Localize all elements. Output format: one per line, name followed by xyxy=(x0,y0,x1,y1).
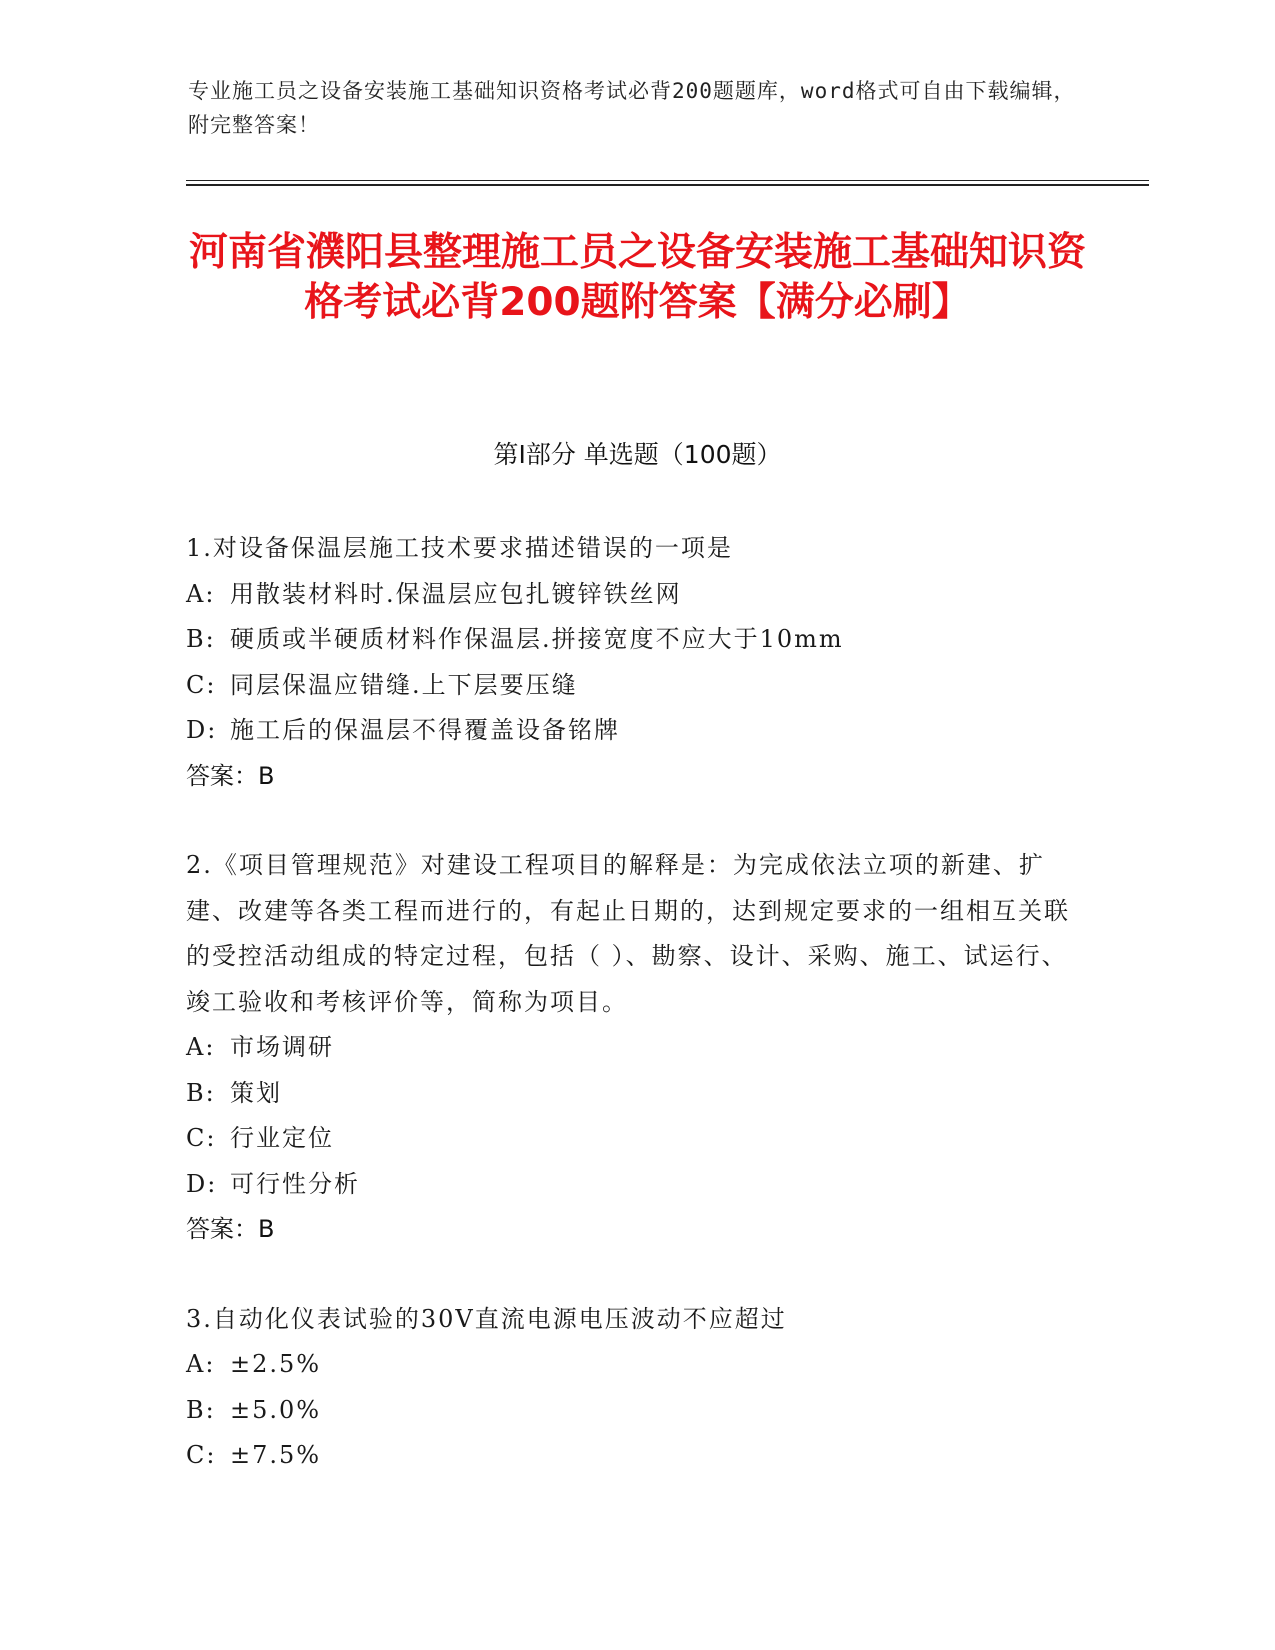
question-list xyxy=(186,526,1076,1523)
option-text: 行业定位 xyxy=(230,1124,334,1152)
option-a xyxy=(186,1342,1076,1388)
answer-line xyxy=(186,754,1076,800)
option-text: 同层保温应错缝.上下层要压缝 xyxy=(230,670,578,699)
option-label: C: xyxy=(186,1124,217,1152)
option-text: 施工后的保温层不得覆盖设备铭牌 xyxy=(230,716,620,744)
option-d xyxy=(186,708,1076,754)
section-title: 第Ⅰ部分 单选题（100题） xyxy=(493,440,782,469)
option-d xyxy=(186,1162,1076,1208)
answer-value: B xyxy=(258,761,275,790)
answer-prefix: 答案： xyxy=(186,1215,258,1243)
option-c xyxy=(186,1433,1076,1479)
option-label: B: xyxy=(186,1395,216,1424)
option-label: C: xyxy=(186,670,217,699)
option-text: 可行性分析 xyxy=(230,1169,360,1198)
question-stem: 2.《项目管理规范》对建设工程项目的解释是：为完成依法立项的新建、扩建、改建等各类工程而进行的，有起止日期的，达到规定要求的一组相互关联的受控活动组成的特定过程，包括（ ）、勘察、设计、采购、施工、试运行、竣工验收和考核评价等，简称为项目。 xyxy=(186,851,1070,1016)
option-text: 策划 xyxy=(230,1078,282,1107)
header-divider-thin xyxy=(186,180,1149,181)
option-c xyxy=(186,663,1076,709)
option-b xyxy=(186,617,1076,663)
answer-prefix: 答案： xyxy=(186,761,258,790)
question-stem: 1.对设备保温层施工技术要求描述错误的一项是 xyxy=(186,534,733,562)
option-a xyxy=(186,1025,1076,1071)
option-c xyxy=(186,1116,1076,1162)
option-label: C: xyxy=(186,1441,217,1469)
option-text: ±5.0% xyxy=(230,1395,322,1424)
header-note: 专业施工员之设备安装施工基础知识资格考试必背200题题库，word格式可自由下载编辑，附完整答案！ xyxy=(188,79,1076,137)
option-text: 市场调研 xyxy=(230,1033,334,1061)
question-2 xyxy=(186,843,1076,1253)
answer-value: B xyxy=(258,1215,275,1243)
question-3 xyxy=(186,1297,1076,1479)
answer-line xyxy=(186,1207,1076,1253)
option-label: D: xyxy=(186,716,218,744)
option-label: D: xyxy=(186,1169,218,1198)
option-label: A: xyxy=(186,579,216,608)
option-a xyxy=(186,572,1076,618)
option-text: 硬质或半硬质材料作保温层.拼接宽度不应大于10mm xyxy=(230,625,844,653)
option-b xyxy=(186,1388,1076,1434)
header-divider-thick xyxy=(186,184,1149,186)
option-b xyxy=(186,1071,1076,1117)
option-text: ±7.5% xyxy=(230,1441,322,1469)
option-label: B: xyxy=(186,1078,216,1107)
document-title: 河南省濮阳县整理施工员之设备安装施工基础知识资格考试必背200题附答案【满分必刷】 xyxy=(188,230,1086,325)
option-text: ±2.5% xyxy=(230,1350,322,1378)
option-label: A: xyxy=(186,1350,216,1378)
option-label: A: xyxy=(186,1033,216,1061)
question-1 xyxy=(186,526,1076,799)
option-label: B: xyxy=(186,625,216,653)
question-stem: 3.自动化仪表试验的30V直流电源电压波动不应超过 xyxy=(186,1304,787,1333)
option-text: 用散装材料时.保温层应包扎镀锌铁丝网 xyxy=(230,579,682,608)
